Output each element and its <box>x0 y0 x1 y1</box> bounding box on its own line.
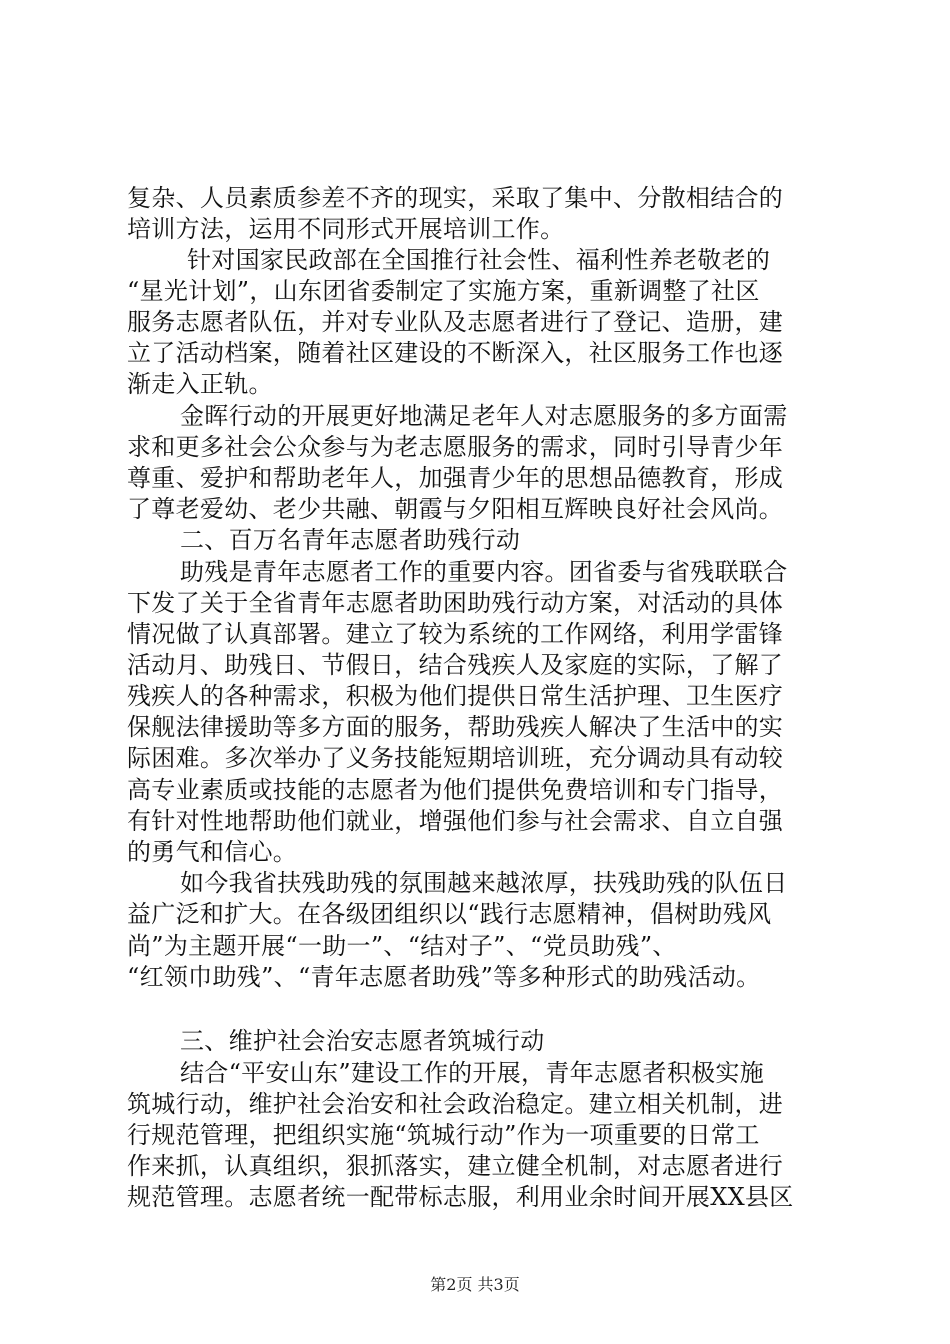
text-line: 立了活动档案，随着社区建设的不断深入，社区服务工作也逐 <box>127 339 784 367</box>
text-line: 服务志愿者队伍，并对专业队及志愿者进行了登记、造册，建 <box>127 308 784 336</box>
text-line: 助残是青年志愿者工作的重要内容。团省委与省残联联合 <box>180 558 788 586</box>
text-line: 规范管理。志愿者统一配带标志服，利用业余时间开展XX县区 <box>127 1183 794 1211</box>
text-line: 针对国家民政部在全国推行社会性、福利性养老敬老的 <box>187 246 771 274</box>
text-line: 培训方法，运用不同形式开展培训工作。 <box>127 215 565 243</box>
page-footer: 第2页 共3页 <box>430 1275 520 1294</box>
text-line: 了尊老爱幼、老少共融、朝霞与夕阳相互辉映良好社会风尚。 <box>127 495 784 523</box>
text-line: 的勇气和信心。 <box>127 838 298 866</box>
text-line: 尊重、爱护和帮助老年人，加强青少年的思想品德教育，形成 <box>127 464 784 492</box>
text-line: 筑城行动，维护社会治安和社会政治稳定。建立相关机制，进 <box>127 1090 784 1118</box>
text-line: “红领巾助残”、“青年志愿者助残”等多种形式的助残活动。 <box>127 963 761 991</box>
text-line: 保舰法律援助等多方面的服务，帮助残疾人解决了生活中的实 <box>127 713 784 741</box>
text-line: 如今我省扶残助残的氛围越来越浓厚，扶残助残的队伍日 <box>180 869 788 897</box>
text-line: 高专业素质或技能的志愿者为他们提供免费培训和专门指导， <box>127 776 784 804</box>
text-line: 三、维护社会治安志愿者筑城行动 <box>180 1027 545 1055</box>
text-line: 尚”为主题开展“一助一”、“结对子”、“党员助残”、 <box>127 932 677 960</box>
text-line: 结合“平安山东”建设工作的开展，青年志愿者积极实施 <box>180 1059 765 1087</box>
text-line: 行规范管理，把组织实施“筑城行动”作为一项重要的日常工 <box>127 1121 760 1149</box>
text-line: 情况做了认真部署。建立了较为系统的工作网络，利用学雷锋 <box>127 620 784 648</box>
text-line: “星光计划”，山东团省委制定了实施方案，重新调整了社区 <box>127 277 760 305</box>
text-line: 益广泛和扩大。在各级团组织以“践行志愿精神，倡树助残风 <box>127 900 772 928</box>
text-line: 复杂、人员素质参差不齐的现实，采取了集中、分散相结合的 <box>127 184 784 212</box>
text-line: 有针对性地帮助他们就业，增强他们参与社会需求、自立自强 <box>127 807 784 835</box>
text-line: 求和更多社会公众参与为老志愿服务的需求，同时引导青少年 <box>127 433 784 461</box>
text-line: 际困难。多次举办了义务技能短期培训班，充分调动具有动较 <box>127 744 784 772</box>
text-line: 渐走入正轨。 <box>127 370 273 398</box>
text-line: 作来抓，认真组织，狠抓落实，建立健全机制，对志愿者进行 <box>127 1152 784 1180</box>
text-line: 金晖行动的开展更好地满足老年人对志愿服务的多方面需 <box>180 402 788 430</box>
text-line: 活动月、助残日、节假日，结合残疾人及家庭的实际，了解了 <box>127 651 784 679</box>
text-line: 残疾人的各种需求，积极为他们提供日常生活护理、卫生医疗 <box>127 682 784 710</box>
text-line: 下发了关于全省青年志愿者助困助残行动方案，对活动的具体 <box>127 589 784 617</box>
text-line: 二、百万名青年志愿者助残行动 <box>180 526 521 554</box>
